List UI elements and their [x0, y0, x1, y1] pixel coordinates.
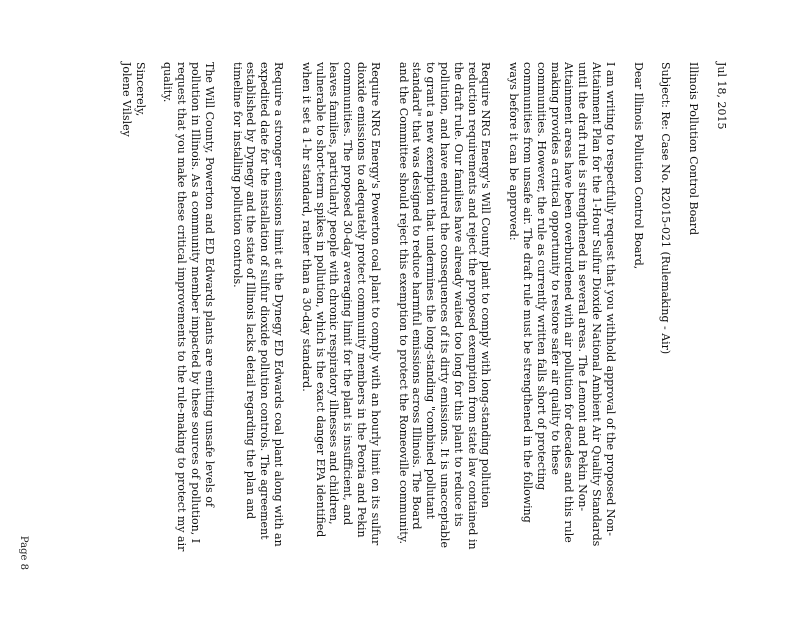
letter-subject: Subject: Re: Case No. R2015-021 (Rulemaking - Air) [659, 62, 673, 355]
letter-paragraph-4: Require a stronger emissions limit at the Dynegy ED Edwards coal plant along with an expedited date for the installation of sulfur dioxide pollution controls. The agreement established by Dynegy and the state of Illinois lacks detail regarding the plan and timeline for installing pollution controls. [230, 62, 286, 547]
page-number: Page 8 [18, 535, 29, 570]
letter-date: Jul 18, 2015 [715, 62, 728, 130]
letter-paragraph-2: Require NRG Energy's Will County plant to comply with long-standing pollution reduction requirements and reject the proposed exemption from state law contained in the draft rule. Our families have already waited too long for this plant to reduce its pollution, and have endured the consequences of its dirty emissions. It is unacceptable to grant a new exemption that undermines the long-standing "combined pollutant standard" that was designed to reduce harmful emissions across Illinois. The Board and the Committee should reject this exemption to protect the Romeoville community. [396, 62, 493, 550]
letter-paragraph-1: I am writing to respectfully request that you withhold approval of the proposed Non-Attainment Plan for the 1-Hour Sulfur Dioxide National Ambient Air Quality Standards until the draft rule is strengthened in several areas. The Lemont and Pekin Non-Attainment areas have been overburdened with air pollution for decades and this rule making provides a critical opportunity to restore safer air quality to these communities. However, the rule as currently written falls short of protecting communities from unsafe air. The draft rule must be strengthened in the following ways before it can be approved: [507, 62, 617, 547]
letter-salutation: Dear Illinois Pollution Control Board, [631, 62, 645, 270]
letter-signature: Jolene Vilsley [119, 62, 133, 137]
letter-paragraph-3: Require NRG Energy's Powerton coal plant to comply with an hourly limit on its sulfur dioxide emissions to adequately protect community members in the Peoria and Pekin communities. The proposed 30-day averaging limit for the plant is insufficient, and leaves families, particularly people with chronic respiratory illnesses and children, vulnerable to short-term spikes in pollution, which is the exact danger EPA identified when it set a 1-hr standard, rather than a 30-day standard. [299, 62, 382, 546]
letter-recipient: Illinois Pollution Control Board [687, 62, 701, 236]
letter-paragraph-5: The Will County, Powerton and ED Edwards plants are emitting unsafe levels of pollution in Illinois. As a community member impacted by these sources of pollution, I request that you make these critical improvements to the rule-making to protect my air quality. [161, 62, 216, 552]
letter-closing: Sincerely, [133, 62, 147, 117]
letter-body [119, 62, 728, 552]
